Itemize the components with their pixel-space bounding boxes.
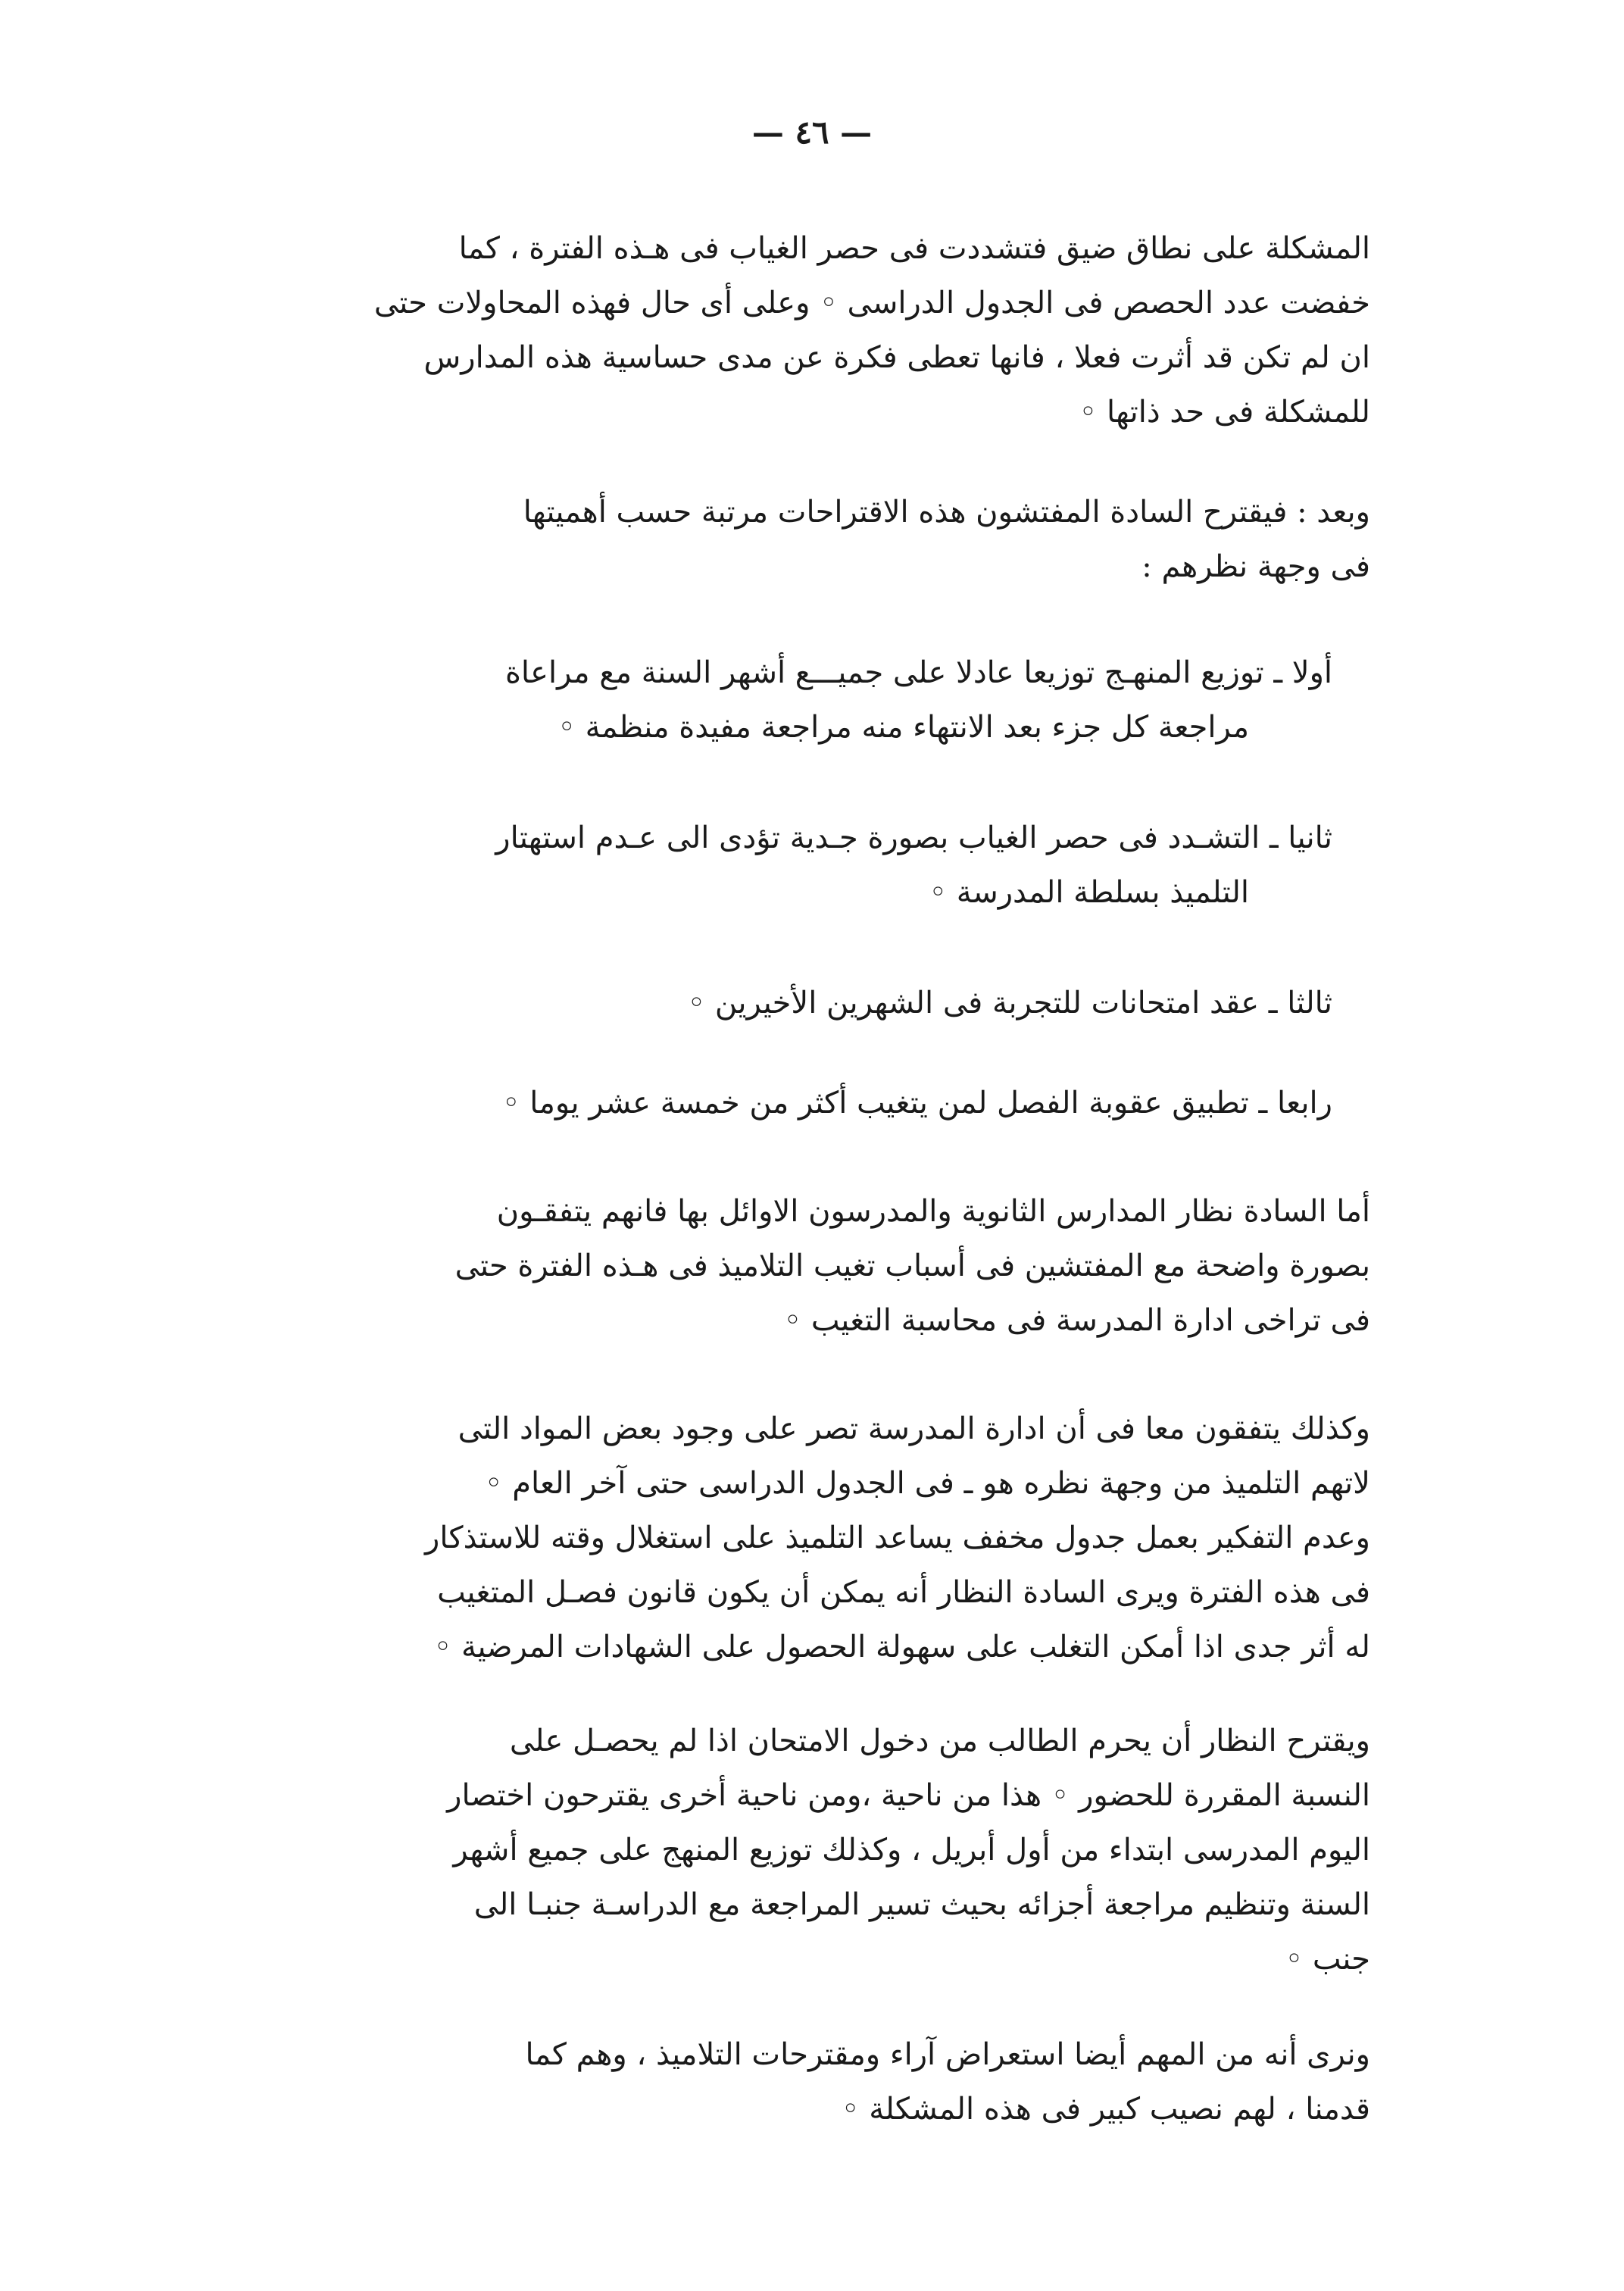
text-line: وبعد : فيقترح السادة المفتشون هذه الاقتراحات مرتبة حسب أهميتها: [523, 495, 1370, 530]
text-line: خفضت عدد الحصص فى الجدول الدراسى ◦ وعلى أى حال فهذه المحاولات حتى: [373, 286, 1370, 320]
paragraph-2: [253, 485, 1370, 594]
paragraph-1: [253, 221, 1370, 439]
text-line: النسبة المقررة للحضور ◦ هذا من ناحية ،ومن ناحية أخرى يقترحون اختصار: [447, 1778, 1370, 1813]
text-line: جنب ◦: [1285, 1942, 1370, 1977]
list-item-fourth: [253, 1076, 1332, 1130]
text-line: له أثر جدى اذا أمكن التغلب على سهولة الحصول على الشهادات المرضية ◦: [433, 1630, 1370, 1664]
list-item-text: رابعا ـ تطبيق عقوبة الفصل لمن يتغيب أكثر من خمسة عشر يوما ◦: [501, 1086, 1332, 1120]
page-number: — ٤٦ —: [751, 114, 873, 151]
text-line: السنة وتنظيم مراجعة أجزائه بحيث تسير المراجعة مع الدراسـة جنبـا الى: [473, 1887, 1370, 1922]
text-line: المشكلة على نطاق ضيق فتشددت فى حصر الغياب فى هـذه الفترة ، كما: [458, 231, 1370, 266]
text-line: ونرى أنه من المهم أيضا استعراض آراء ومقترحات التلاميذ ، وهم كما: [525, 2037, 1370, 2072]
text-line: لاتهم التلميذ من وجهة نظره هو ـ فى الجدول الدراسى حتى آخر العام ◦: [484, 1466, 1370, 1501]
text-line: فى هذه الفترة ويرى السادة النظار أنه يمكن أن يكون قانون فصـل المتغيب: [437, 1575, 1370, 1610]
text-line: ويقترح النظار أن يحرم الطالب من دخول الامتحان اذا لم يحصـل على: [509, 1724, 1370, 1758]
text-line: اليوم المدرسى ابتداء من أول أبريل ، وكذلك توزيع المنهج على جميع أشهر: [453, 1833, 1370, 1867]
text-line: أما السادة نظار المدارس الثانوية والمدرسون الاوائل بها فانهم يتفقـون: [496, 1194, 1370, 1229]
text-line: للمشكلة فى حد ذاتها ◦: [1079, 395, 1370, 430]
list-item-third: [253, 976, 1332, 1030]
paragraph-5: [253, 1714, 1370, 1986]
text-line: ان لم تكن قد أثرت فعلا ، فانها تعطى فكرة عن مدى حساسية هذه المدارس: [423, 340, 1370, 375]
text-line: فى وجهة نظرهم :: [1141, 549, 1370, 584]
list-item-second: [253, 811, 1332, 920]
list-item-continuation: مراجعة كل جزء بعد الانتهاء منه مراجعة مفيدة منظمة ◦: [557, 710, 1249, 745]
text-line: قدمنا ، لهم نصيب كبير فى هذه المشكلة ◦: [841, 2092, 1370, 2127]
list-item-text: ثالثا ـ عقد امتحانات للتجربة فى الشهرين الأخيرين ◦: [687, 986, 1332, 1020]
text-line: بصورة واضحة مع المفتشين فى أسباب تغيب التلاميذ فى هـذه الفترة حتى: [454, 1249, 1370, 1283]
paragraph-4: [253, 1402, 1370, 1674]
text-line: فى تراخى ادارة المدرسة فى محاسبة التغيب ◦: [783, 1303, 1370, 1338]
list-item-first: [253, 645, 1332, 755]
list-item-text: ثانيا ـ التشـدد فى حصر الغياب بصورة جـدية تؤدى الى عـدم استهتار: [495, 820, 1332, 855]
text-line: وعدم التفكير بعمل جدول مخفف يساعد التلميذ على استغلال وقته للاستذكار: [425, 1521, 1370, 1555]
list-item-text: أولا ـ توزيع المنهـج توزيعا عادلا على جميـــع أشهر السنة مع مراعاة: [504, 655, 1332, 690]
list-item-continuation: التلميذ بسلطة المدرسة ◦: [929, 875, 1249, 910]
paragraph-3: [253, 1184, 1370, 1348]
paragraph-6: [253, 2027, 1370, 2136]
text-line: وكذلك يتفقون معا فى أن ادارة المدرسة تصر على وجود بعض المواد التى: [458, 1411, 1370, 1446]
